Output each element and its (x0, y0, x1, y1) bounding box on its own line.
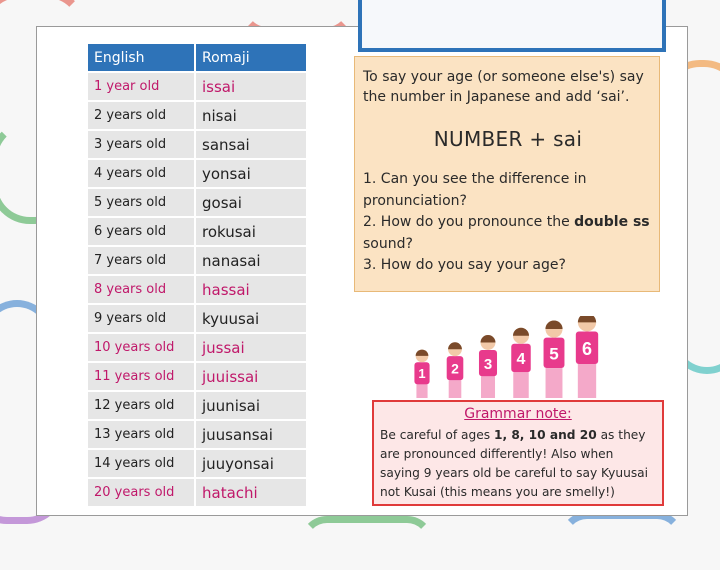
shirt-number: 1 (418, 366, 426, 382)
age-romaji-cell: hassai (194, 276, 306, 305)
child-legs (513, 372, 528, 398)
intro-text: To say your age (or someone else's) say the number in Japanese and add ‘sai’. (363, 69, 644, 105)
shirt-number: 2 (451, 360, 459, 377)
child-hair (545, 320, 562, 329)
child-figure (544, 320, 565, 398)
shirt-number: 4 (516, 351, 526, 369)
child-hair (448, 342, 462, 349)
child-legs (416, 384, 427, 398)
children-illustration (408, 316, 604, 400)
age-english-cell: 2 years old (88, 102, 194, 131)
bg-stroke-blue2 (560, 512, 684, 566)
age-romaji-cell: rokusai (194, 218, 306, 247)
shirt-number: 3 (483, 355, 493, 373)
table-row (88, 247, 306, 276)
table-row (88, 218, 306, 247)
table-row (88, 73, 306, 102)
table-row (88, 276, 306, 305)
age-romaji-cell: juuyonsai (194, 450, 306, 479)
child-figure (511, 328, 530, 398)
child-legs (546, 368, 563, 398)
age-romaji-cell: yonsai (194, 160, 306, 189)
shirt-number: 5 (549, 344, 559, 364)
age-english-cell: 5 years old (88, 189, 194, 218)
children-with-numbers-image (408, 316, 604, 400)
child-figure (414, 350, 429, 398)
age-english-cell: 6 years old (88, 218, 194, 247)
table-row (88, 102, 306, 131)
age-romaji-cell: gosai (194, 189, 306, 218)
age-romaji-cell: jussai (194, 334, 306, 363)
age-english-cell: 1 year old (88, 73, 194, 102)
age-english-cell: 3 years old (88, 131, 194, 160)
age-romaji-cell: issai (194, 73, 306, 102)
grammar-note-text: Be careful of ages 1, 8, 10 and 20 as they are pronounced differently! Also when saying 9 years old be careful to say Kyuusai not Kusai (this means you are smelly!) (380, 428, 649, 499)
table-row (88, 421, 306, 450)
age-romaji-cell: juusansai (194, 421, 306, 450)
age-romaji-cell: juunisai (194, 392, 306, 421)
grammar-note-title: Grammar note: (464, 406, 572, 422)
age-romaji-cell: juuissai (194, 363, 306, 392)
age-romaji-cell: sansai (194, 131, 306, 160)
age-english-cell: 13 years old (88, 421, 194, 450)
age-english-cell: 20 years old (88, 479, 194, 508)
table-row (88, 450, 306, 479)
table-body (88, 73, 306, 508)
grammar-note-box (372, 400, 664, 506)
child-figure (576, 316, 598, 398)
table-row (88, 392, 306, 421)
age-explanation-box (354, 56, 660, 292)
header-english: English (88, 44, 194, 73)
child-hair (578, 316, 596, 322)
age-vocabulary-table (88, 44, 306, 508)
child-figure (479, 335, 497, 398)
table-row (88, 305, 306, 334)
bg-stroke-green2 (300, 516, 434, 570)
table-row (88, 363, 306, 392)
age-english-cell: 8 years old (88, 276, 194, 305)
age-english-cell: 4 years old (88, 160, 194, 189)
question-list (363, 169, 653, 277)
age-english-cell: 12 years old (88, 392, 194, 421)
child-legs (481, 376, 495, 398)
table-row (88, 131, 306, 160)
header-romaji: Romaji (194, 44, 306, 73)
table-row (88, 479, 306, 508)
age-romaji-cell: nisai (194, 102, 306, 131)
table-row (88, 189, 306, 218)
age-romaji-cell: hatachi (194, 479, 306, 508)
age-english-cell: 11 years old (88, 363, 194, 392)
age-english-cell: 10 years old (88, 334, 194, 363)
child-hair (513, 328, 529, 336)
child-hair (481, 335, 496, 342)
age-english-cell: 7 years old (88, 247, 194, 276)
child-legs (578, 364, 596, 398)
child-legs (449, 380, 462, 398)
child-figure (447, 342, 464, 398)
formula-text: NUMBER + sai (433, 127, 583, 151)
child-hair (416, 350, 429, 356)
table-row (88, 334, 306, 363)
question-3: 3. How do you say your age? (363, 257, 566, 273)
table-header-row (88, 44, 306, 73)
age-romaji-cell: kyuusai (194, 305, 306, 334)
age-romaji-cell: nanasai (194, 247, 306, 276)
shirt-number: 6 (581, 338, 593, 359)
age-english-cell: 14 years old (88, 450, 194, 479)
age-english-cell: 9 years old (88, 305, 194, 334)
question-2: 2. How do you pronounce the double ss sound? (363, 214, 650, 252)
title-placeholder-box (358, 0, 666, 52)
table-row (88, 160, 306, 189)
question-1: 1. Can you see the difference in pronunciation? (363, 171, 587, 209)
